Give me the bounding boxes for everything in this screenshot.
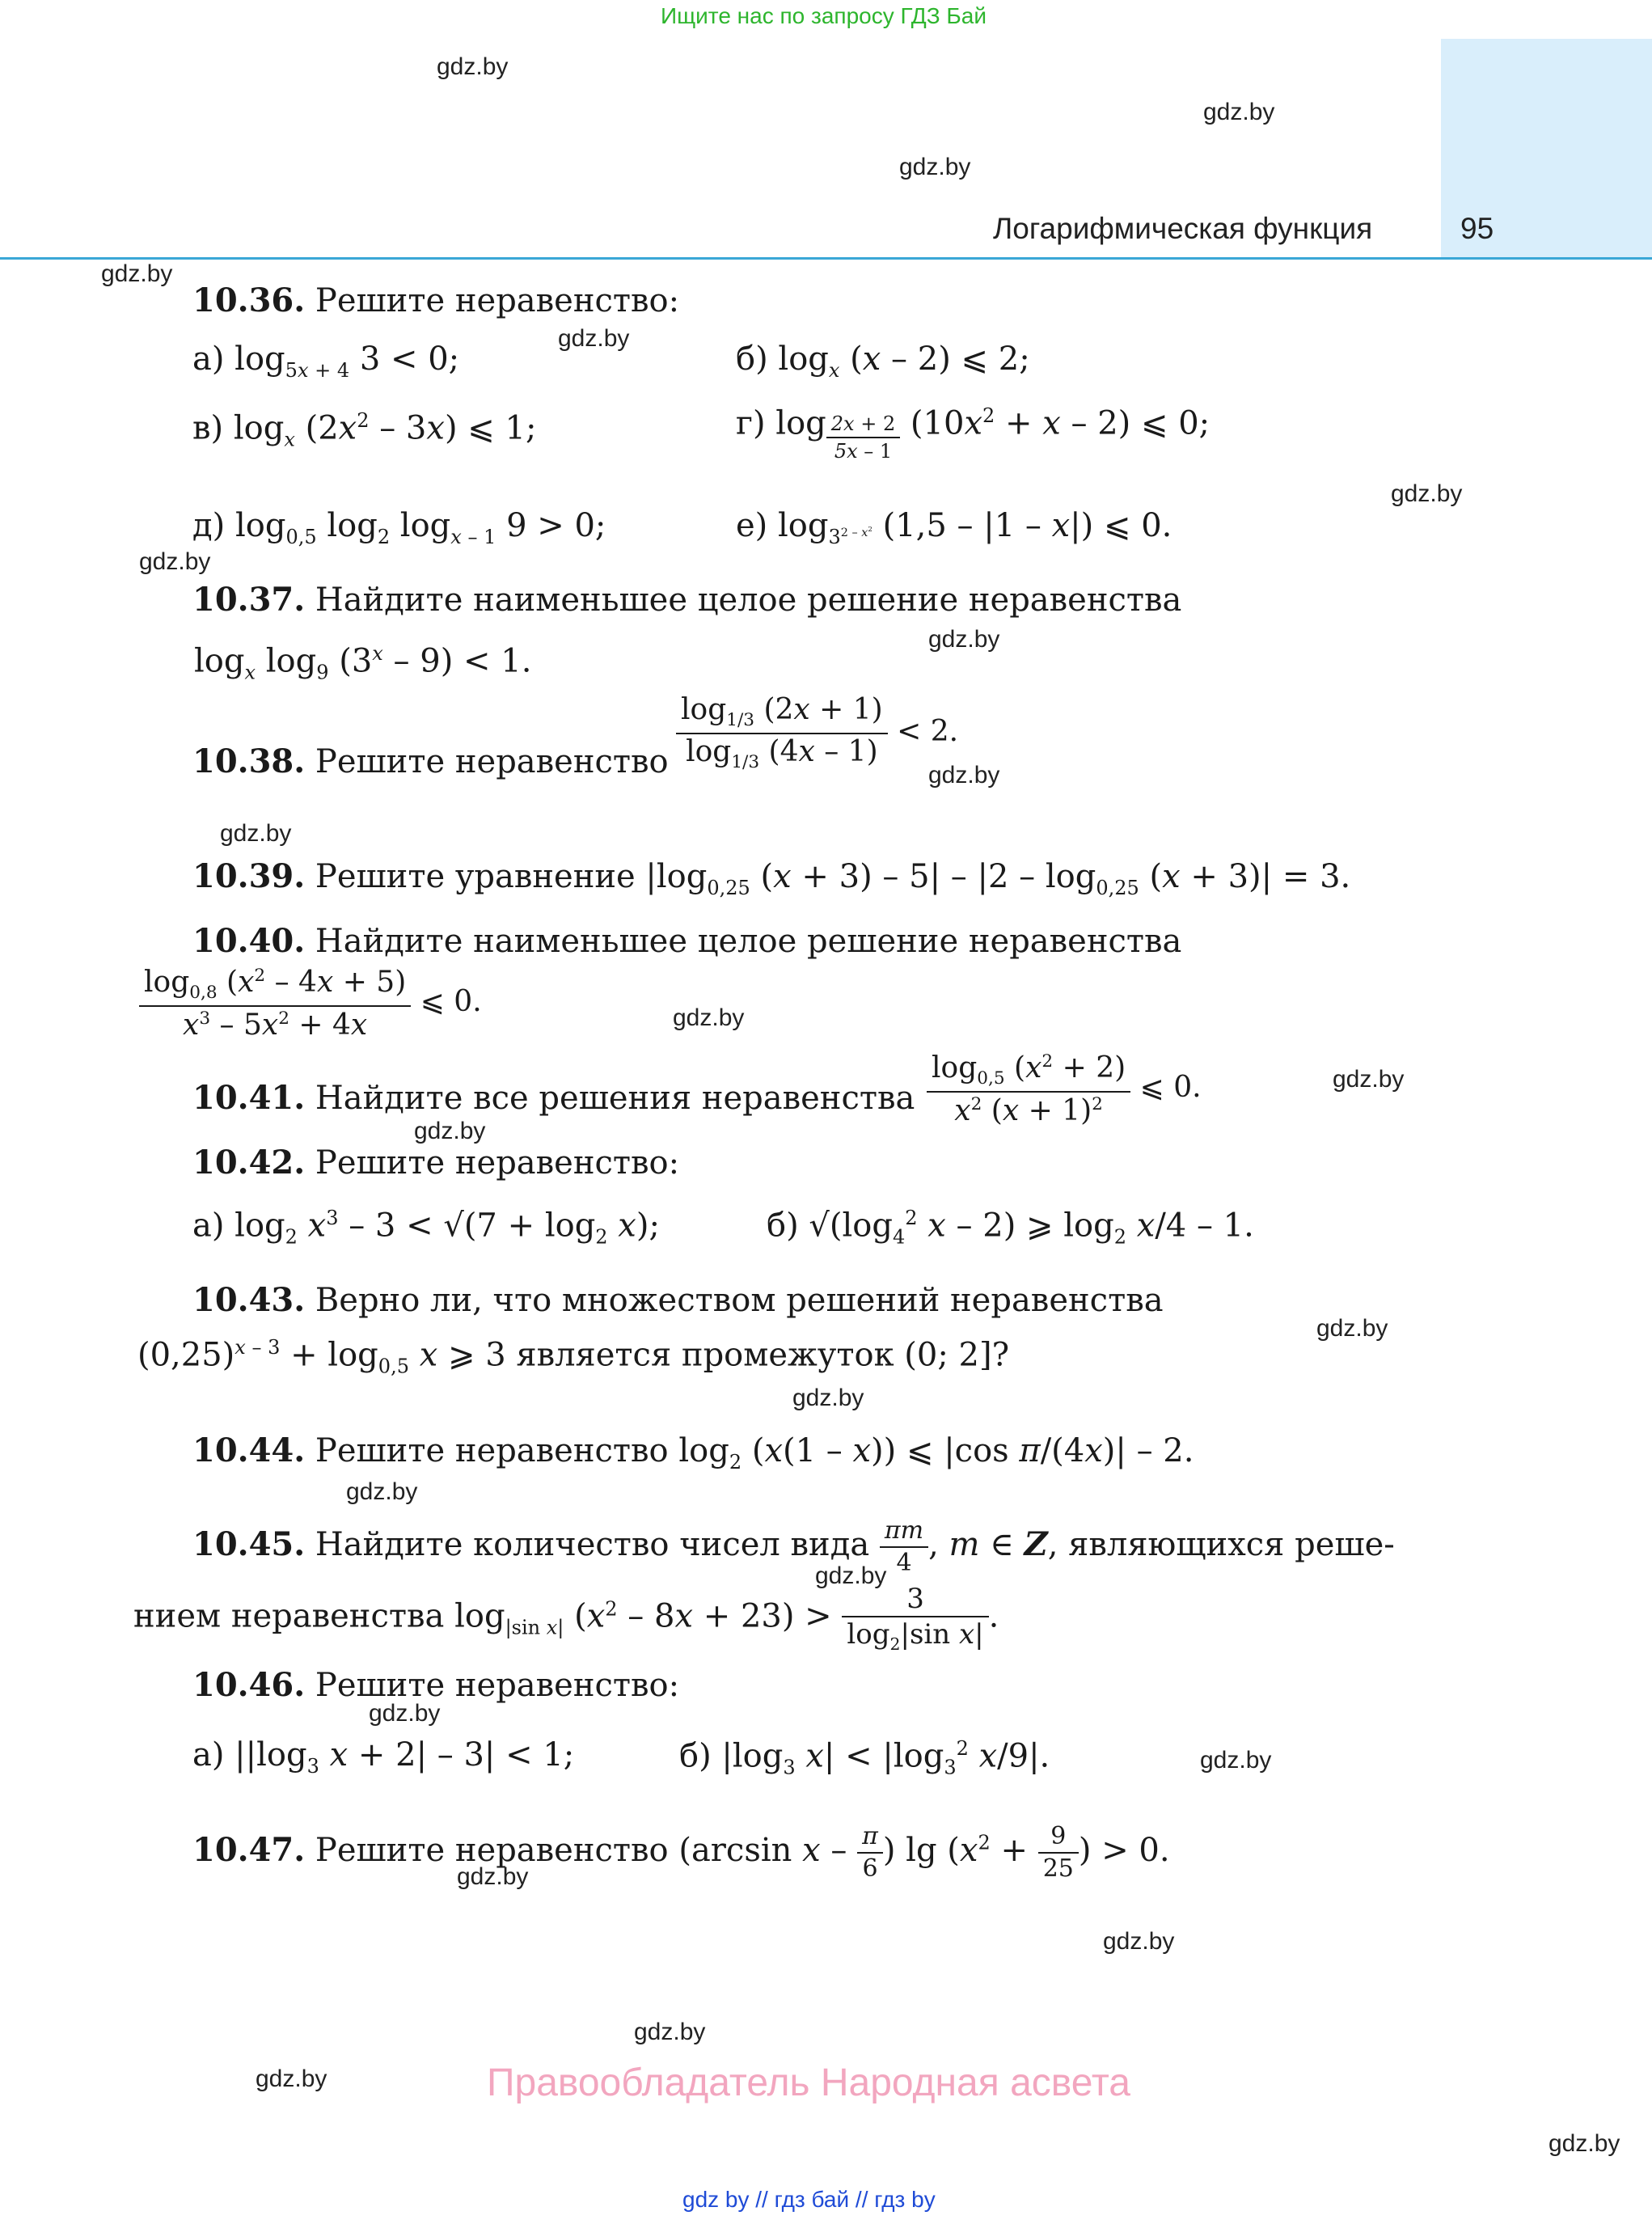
problem-10-46-b: б) $|\log_3$ $x| < |\log_3^2$ x/9|.	[679, 1737, 1050, 1779]
watermark: gdz.by	[220, 820, 292, 847]
watermark: gdz.by	[1333, 1066, 1405, 1093]
watermark: gdz.by	[437, 53, 509, 80]
problem-10-45: 10.45. Найдите количество чисел вида $\frac{\pi m}{4}$ , m ∈ Z, являющихся реше-	[192, 1516, 1395, 1577]
problem-10-47: 10.47. Решите неравенство (arcsin x – $\frac{\pi}{6}$ ) $\lg (x^2$ + $\frac{9}{25}$ ) > 0.	[192, 1822, 1170, 1883]
problem-10-42: 10.42. Решите неравенство:	[192, 1144, 680, 1182]
watermark: gdz.by	[414, 1118, 486, 1144]
problem-10-36-a: а) $\log_{5x + 4} 3 < 0$;	[192, 340, 460, 382]
problem-10-44: 10.44. Решите неравенство $\log_2 (x(1 - x))$ ⩽ |cos π/(4x)| – 2.	[192, 1431, 1194, 1474]
watermark: gdz.by	[792, 1385, 864, 1411]
problem-10-46-a: а) $||\log_3$ x + 2| – 3| < 1;	[192, 1736, 575, 1778]
watermark: gdz.by	[928, 762, 1000, 789]
watermark: gdz.by	[369, 1700, 441, 1727]
watermark: gdz.by	[1200, 1747, 1272, 1774]
watermark: gdz.by	[1103, 1928, 1175, 1955]
problem-10-36-v: в) $\log_x (2x^2 - 3x)$ ⩽ 1;	[192, 409, 537, 451]
watermark: gdz.by	[346, 1478, 418, 1505]
problem-10-37: 10.37. Найдите наименьшее целое решение неравенства	[192, 581, 1182, 619]
watermark: gdz.by	[101, 260, 173, 287]
page-title: Логарифмическая функция	[993, 212, 1373, 245]
watermark: gdz.by	[1203, 99, 1275, 125]
problem-10-43-formula: $(0,25)^{x - 3} + \log_{0,5} x$ ⩾ 3 является промежуток (0; 2]?	[137, 1336, 1010, 1378]
problem-10-36-b: б) $\log_x (x - 2)$ ⩽ 2;	[736, 340, 1030, 382]
problem-10-46: 10.46. Решите неравенство:	[192, 1666, 680, 1704]
watermark: gdz.by	[673, 1004, 745, 1031]
header-rule	[0, 257, 1652, 260]
watermark: gdz.by	[1548, 2130, 1620, 2157]
copyright-notice: Правообладатель Народная асвета	[487, 2061, 1130, 2104]
problem-10-36: 10.36. Решите неравенство:	[192, 281, 680, 319]
problem-10-40-formula: $\frac{\log_{0,8} (x^2 - 4x + 5)}{x^3 - 5x^2 + 4x}$ ⩽ 0.	[139, 967, 482, 1040]
watermark: gdz.by	[256, 2065, 327, 2092]
watermark: gdz.by	[634, 2019, 706, 2045]
watermark: gdz.by	[457, 1863, 529, 1890]
watermark: gdz.by	[558, 325, 630, 352]
problem-10-38-formula: $\frac{\log_{1/3} (2x + 1)}{\log_{1/3} (4x - 1)}$ < 2.	[676, 696, 958, 772]
problem-10-38: 10.38. Решите неравенство	[192, 742, 669, 780]
watermark: gdz.by	[815, 1562, 887, 1589]
watermark: gdz.by	[1316, 1315, 1388, 1342]
problem-10-41-formula: $\frac{\log_{0,5} (x^2 + 2)}{x^2 (x + 1)^2}$ ⩽ 0.	[927, 1053, 1202, 1126]
problem-10-45-formula: нием неравенства $\log_{|sin x|} (x^2 - 8x + 23)$ > $\frac{3}{\log_2|\sin x|}$ .	[133, 1583, 999, 1654]
problem-10-37-formula: $\log_x \log_9 (3^x - 9) < 1$.	[194, 642, 532, 684]
problem-10-41: 10.41. Найдите все решения неравенства	[192, 1079, 915, 1117]
page-number: 95	[1460, 212, 1494, 245]
footer-links[interactable]: gdz by // гдз бай // гдз by	[682, 2187, 936, 2212]
watermark: gdz.by	[139, 548, 211, 575]
problem-10-42-a: а) $\log_2 x^3 - 3 < √(7 + \log_2 x)$;	[192, 1207, 660, 1249]
problem-10-43: 10.43. Верно ли, что множеством решений неравенства	[192, 1281, 1164, 1319]
problem-10-36-g: г) log $\frac{2x + 2}{5x - 1}$ $(10x^2 + x - 2)$ ⩽ 0;	[736, 404, 1210, 463]
problem-10-42-b: б) $√(\log_4^2$ x – 2) ⩾ $\log_2 x/4 - 1$.	[767, 1207, 1254, 1249]
top-search-link[interactable]: Ищите нас по запросу ГДЗ Бай	[661, 3, 987, 28]
problem-10-39: 10.39. Решите уравнение $|\log_{0,25}$ $(x + 3) - 5| - |2 - \log_{0,25} (x + 3)| = 3$.	[192, 857, 1351, 899]
watermark: gdz.by	[899, 154, 971, 180]
problem-10-36-d: д) $\log_{0,5} \log_2 \log_{x - 1} 9 > 0$;	[192, 507, 606, 548]
problem-10-36-e: е) $\log_{3^{2 - x^2}} (1,5 - |1 - x|)$ ⩽ 0.	[736, 507, 1172, 548]
watermark: gdz.by	[928, 626, 1000, 653]
watermark: gdz.by	[1391, 480, 1463, 507]
problem-10-40: 10.40. Найдите наименьшее целое решение неравенства	[192, 922, 1182, 960]
